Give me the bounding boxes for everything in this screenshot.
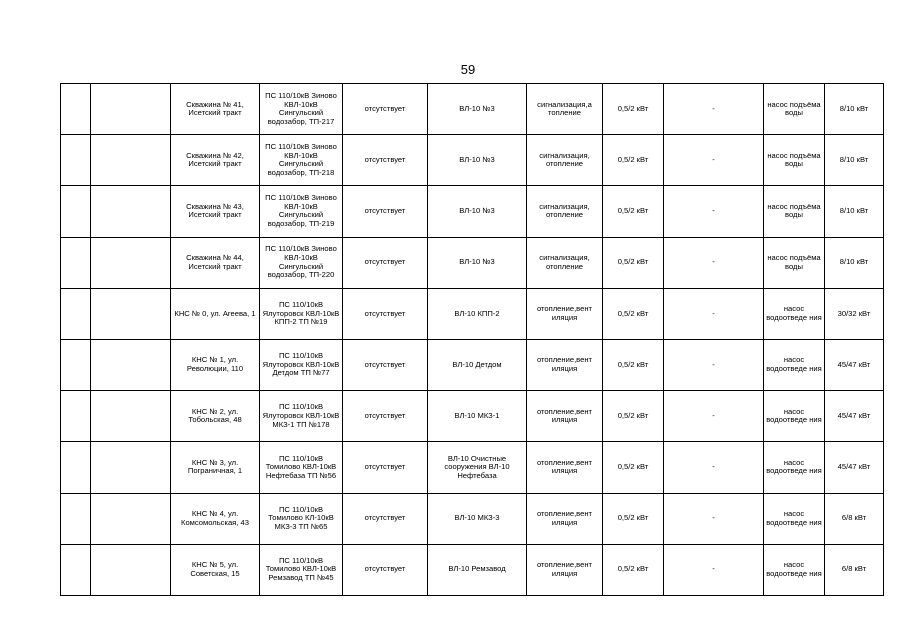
table-row bbox=[61, 237, 884, 288]
line-cell: ВЛ-10 №3 bbox=[428, 84, 527, 135]
page-number: 59 bbox=[460, 62, 476, 77]
power-cell: 0,5/2 кВт bbox=[603, 493, 664, 544]
dash-cell: - bbox=[664, 493, 764, 544]
line-cell: ВЛ-10 Ремзавод bbox=[428, 544, 527, 595]
status-cell: отсутствует bbox=[343, 135, 428, 186]
blank-cell bbox=[91, 442, 171, 493]
load-cell: 45/47 кВт bbox=[825, 391, 884, 442]
dash-cell: - bbox=[664, 186, 764, 237]
source-cell: ПС 110/10кВ Зиново КВЛ-10кВ Сингульский водозабор, ТП-217 bbox=[260, 84, 343, 135]
object-cell: КНС № 5, ул. Советская, 15 bbox=[171, 544, 260, 595]
source-cell: ПС 110/10кВ Томилово КЛ-10кВ МКЗ-3 ТП №65 bbox=[260, 493, 343, 544]
line-cell: ВЛ-10 №3 bbox=[428, 186, 527, 237]
blank-cell bbox=[91, 391, 171, 442]
table-row bbox=[61, 442, 884, 493]
equipment-cell: насос водоотведе ния bbox=[764, 544, 825, 595]
source-cell: ПС 110/10кВ Зиново КВЛ-10кВ Сингульский водозабор, ТП-220 bbox=[260, 237, 343, 288]
equipment-cell: насос подъёма воды bbox=[764, 237, 825, 288]
purpose-cell: сигнализация, отопление bbox=[527, 186, 603, 237]
equipment-cell: насос водоотведе ния bbox=[764, 288, 825, 339]
load-cell: 6/8 кВт bbox=[825, 493, 884, 544]
equipment-table bbox=[60, 83, 884, 596]
load-cell: 45/47 кВт bbox=[825, 339, 884, 390]
equipment-cell: насос подъёма воды bbox=[764, 84, 825, 135]
source-cell: ПС 110/10кВ Зиново КВЛ-10кВ Сингульский водозабор, ТП-218 bbox=[260, 135, 343, 186]
source-cell: ПС 110/10кВ Томилово КВЛ-10кВ Нефтебаза ТП №56 bbox=[260, 442, 343, 493]
equipment-cell: насос подъёма воды bbox=[764, 135, 825, 186]
table-row bbox=[61, 391, 884, 442]
index-cell bbox=[61, 237, 91, 288]
purpose-cell: сигнализация,а топление bbox=[527, 84, 603, 135]
equipment-cell: насос водоотведе ния bbox=[764, 339, 825, 390]
dash-cell: - bbox=[664, 442, 764, 493]
power-cell: 0,5/2 кВт bbox=[603, 339, 664, 390]
status-cell: отсутствует bbox=[343, 237, 428, 288]
power-cell: 0,5/2 кВт bbox=[603, 237, 664, 288]
dash-cell: - bbox=[664, 391, 764, 442]
dash-cell: - bbox=[664, 135, 764, 186]
purpose-cell: сигнализация, отопление bbox=[527, 237, 603, 288]
source-cell: ПС 110/10кВ Ялуторовск КВЛ-10кВ Детдом ТП №77 bbox=[260, 339, 343, 390]
object-cell: Скважина № 42, Исетский тракт bbox=[171, 135, 260, 186]
status-cell: отсутствует bbox=[343, 84, 428, 135]
line-cell: ВЛ-10 МКЗ-3 bbox=[428, 493, 527, 544]
object-cell: КНС № 1, ул. Революции, 110 bbox=[171, 339, 260, 390]
status-cell: отсутствует bbox=[343, 186, 428, 237]
status-cell: отсутствует bbox=[343, 339, 428, 390]
source-cell: ПС 110/10кВ Зиново КВЛ-10кВ Сингульский водозабор, ТП-219 bbox=[260, 186, 343, 237]
line-cell: ВЛ-10 КПП-2 bbox=[428, 288, 527, 339]
blank-cell bbox=[91, 544, 171, 595]
equipment-cell: насос водоотведе ния bbox=[764, 442, 825, 493]
table-row bbox=[61, 339, 884, 390]
purpose-cell: отопление,вент иляция bbox=[527, 544, 603, 595]
status-cell: отсутствует bbox=[343, 442, 428, 493]
table-row bbox=[61, 186, 884, 237]
purpose-cell: отопление,вент иляция bbox=[527, 442, 603, 493]
table-row bbox=[61, 544, 884, 595]
blank-cell bbox=[91, 288, 171, 339]
purpose-cell: отопление,вент иляция bbox=[527, 493, 603, 544]
load-cell: 8/10 кВт bbox=[825, 135, 884, 186]
status-cell: отсутствует bbox=[343, 493, 428, 544]
load-cell: 8/10 кВт bbox=[825, 186, 884, 237]
dash-cell: - bbox=[664, 544, 764, 595]
object-cell: Скважина № 43, Исетский тракт bbox=[171, 186, 260, 237]
blank-cell bbox=[91, 493, 171, 544]
status-cell: отсутствует bbox=[343, 391, 428, 442]
power-cell: 0,5/2 кВт bbox=[603, 442, 664, 493]
blank-cell bbox=[91, 186, 171, 237]
object-cell: КНС № 0, ул. Агеева, 1 bbox=[171, 288, 260, 339]
dash-cell: - bbox=[664, 84, 764, 135]
blank-cell bbox=[91, 339, 171, 390]
table-row bbox=[61, 288, 884, 339]
status-cell: отсутствует bbox=[343, 544, 428, 595]
load-cell: 6/8 кВт bbox=[825, 544, 884, 595]
object-cell: КНС № 2, ул. Тобольская, 48 bbox=[171, 391, 260, 442]
purpose-cell: отопление,вент иляция bbox=[527, 391, 603, 442]
object-cell: КНС № 4, ул. Комсомольская, 43 bbox=[171, 493, 260, 544]
source-cell: ПС 110/10кВ Томилово КВЛ-10кВ Ремзавод ТП №45 bbox=[260, 544, 343, 595]
index-cell bbox=[61, 339, 91, 390]
power-cell: 0,5/2 кВт bbox=[603, 186, 664, 237]
object-cell: Скважина № 44, Исетский тракт bbox=[171, 237, 260, 288]
index-cell bbox=[61, 544, 91, 595]
purpose-cell: отопление,вент иляция bbox=[527, 288, 603, 339]
index-cell bbox=[61, 186, 91, 237]
line-cell: ВЛ-10 Детдом bbox=[428, 339, 527, 390]
load-cell: 30/32 кВт bbox=[825, 288, 884, 339]
table-row bbox=[61, 493, 884, 544]
line-cell: ВЛ-10 Очистные сооружения ВЛ-10 Нефтебаза bbox=[428, 442, 527, 493]
equipment-cell: насос водоотведе ния bbox=[764, 493, 825, 544]
power-cell: 0,5/2 кВт bbox=[603, 391, 664, 442]
table-row bbox=[61, 84, 884, 135]
source-cell: ПС 110/10кВ Ялуторовск КВЛ-10кВ МКЗ-1 ТП №178 bbox=[260, 391, 343, 442]
index-cell bbox=[61, 391, 91, 442]
equipment-cell: насос водоотведе ния bbox=[764, 391, 825, 442]
power-cell: 0,5/2 кВт bbox=[603, 84, 664, 135]
load-cell: 8/10 кВт bbox=[825, 84, 884, 135]
blank-cell bbox=[91, 135, 171, 186]
load-cell: 8/10 кВт bbox=[825, 237, 884, 288]
object-cell: КНС № 3, ул. Пограничная, 1 bbox=[171, 442, 260, 493]
object-cell: Скважина № 41, Исетский тракт bbox=[171, 84, 260, 135]
blank-cell bbox=[91, 84, 171, 135]
index-cell bbox=[61, 493, 91, 544]
index-cell bbox=[61, 288, 91, 339]
purpose-cell: отопление,вент иляция bbox=[527, 339, 603, 390]
dash-cell: - bbox=[664, 237, 764, 288]
dash-cell: - bbox=[664, 288, 764, 339]
table-row bbox=[61, 135, 884, 186]
equipment-cell: насос подъёма воды bbox=[764, 186, 825, 237]
power-cell: 0,5/2 кВт bbox=[603, 288, 664, 339]
status-cell: отсутствует bbox=[343, 288, 428, 339]
index-cell bbox=[61, 135, 91, 186]
load-cell: 45/47 кВт bbox=[825, 442, 884, 493]
blank-cell bbox=[91, 237, 171, 288]
line-cell: ВЛ-10 №3 bbox=[428, 135, 527, 186]
dash-cell: - bbox=[664, 339, 764, 390]
line-cell: ВЛ-10 №3 bbox=[428, 237, 527, 288]
power-cell: 0,5/2 кВт bbox=[603, 544, 664, 595]
purpose-cell: сигнализация, отопление bbox=[527, 135, 603, 186]
index-cell bbox=[61, 84, 91, 135]
power-cell: 0,5/2 кВт bbox=[603, 135, 664, 186]
line-cell: ВЛ-10 МКЗ-1 bbox=[428, 391, 527, 442]
source-cell: ПС 110/10кВ Ялуторовск КВЛ-10кВ КПП-2 ТП №19 bbox=[260, 288, 343, 339]
index-cell bbox=[61, 442, 91, 493]
